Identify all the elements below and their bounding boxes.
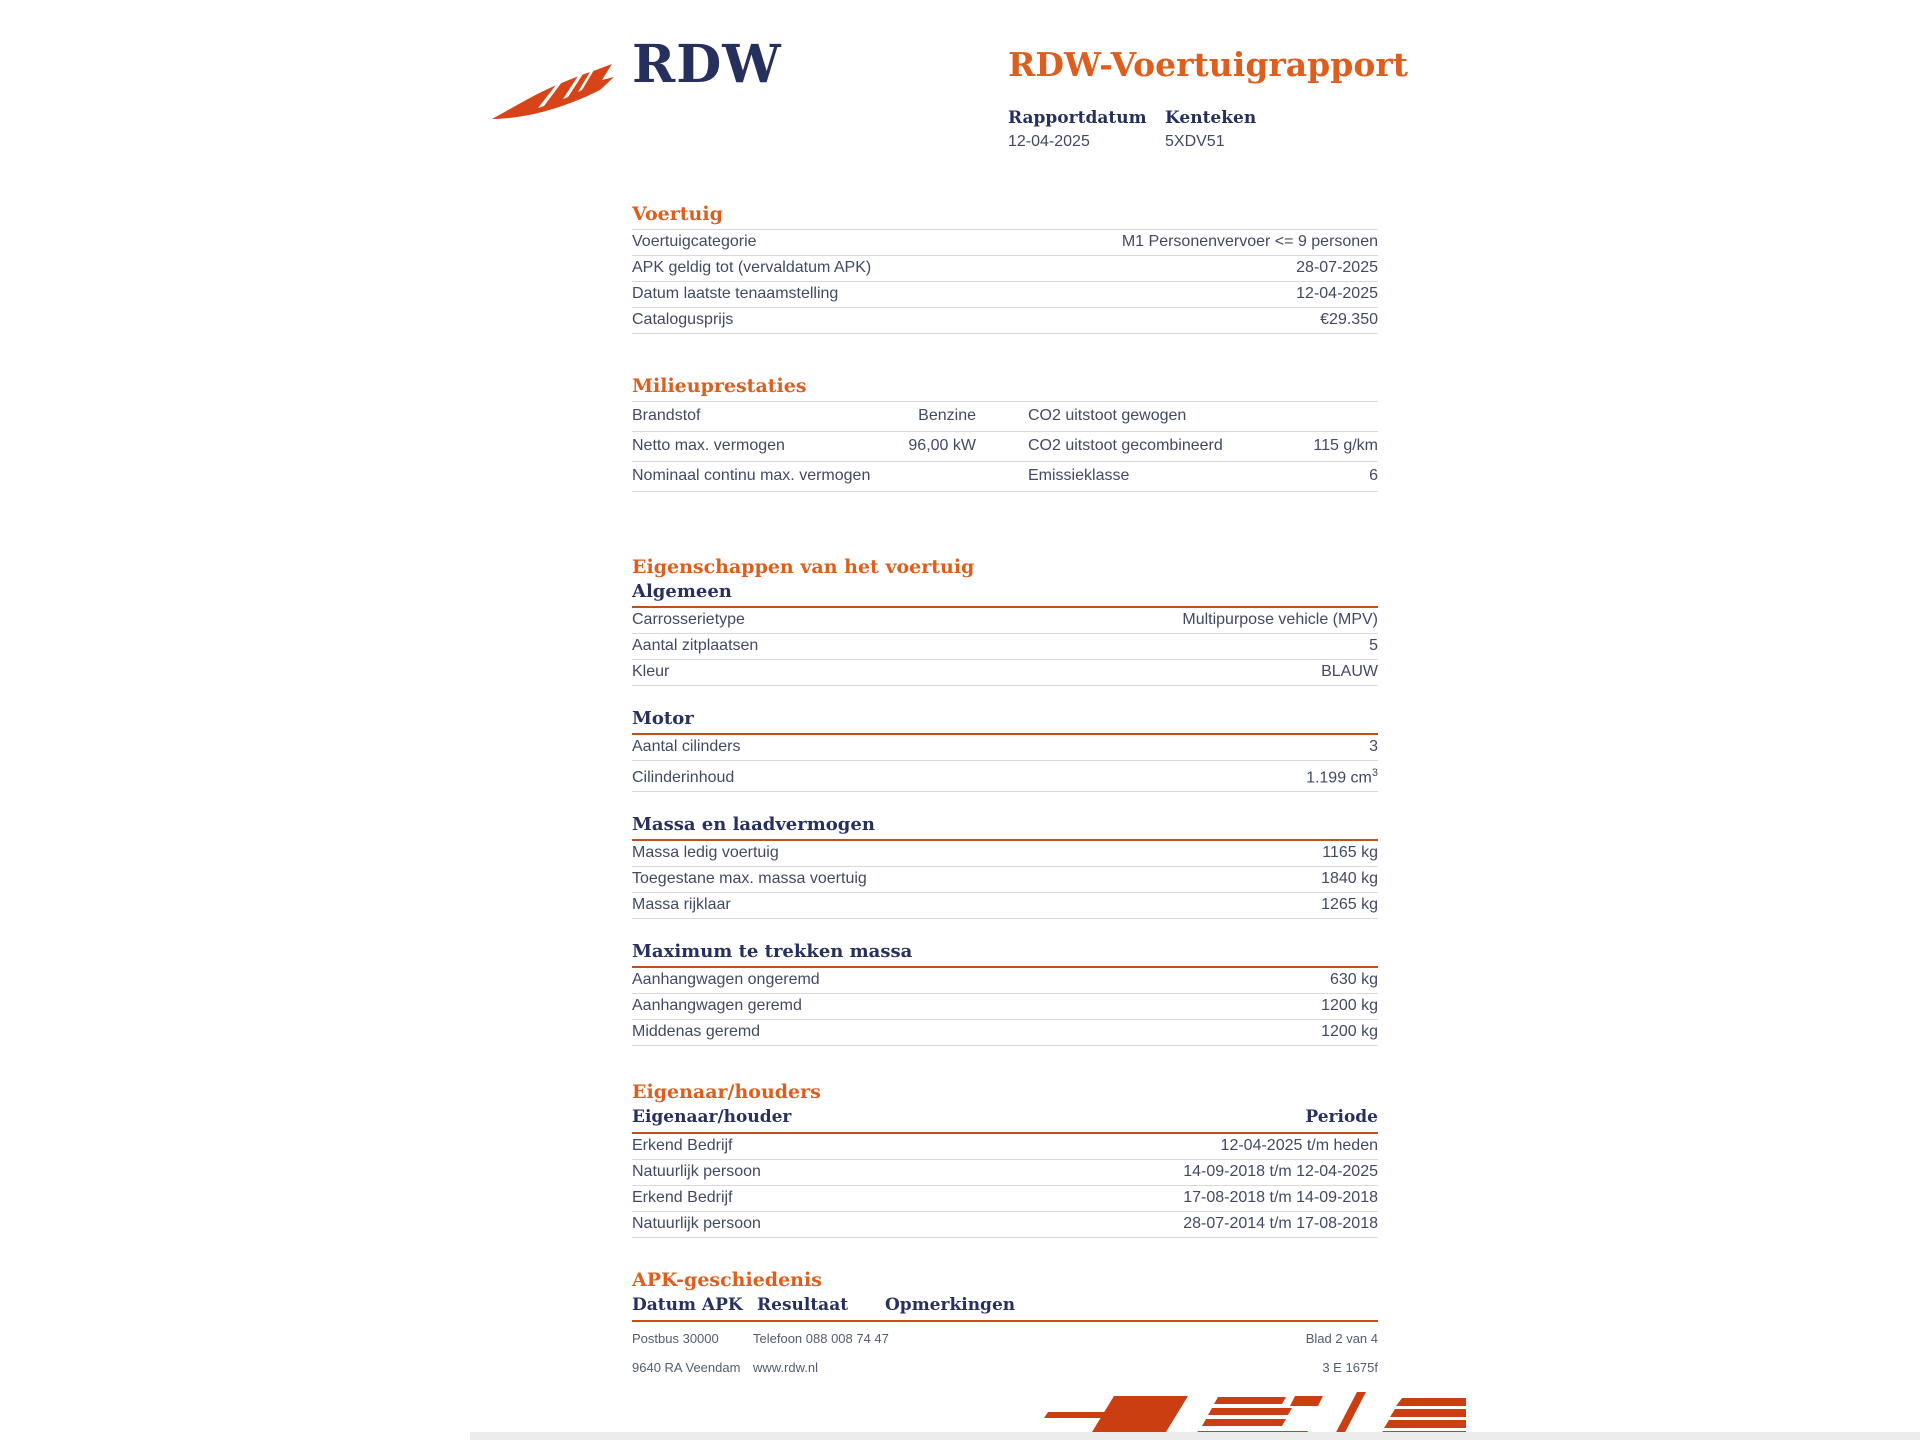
row-label: CO2 uitstoot gewogen — [1028, 407, 1187, 424]
data-row — [632, 462, 1378, 492]
subsection-title: Motor — [632, 708, 1378, 735]
owner-period: 17-08-2018 t/m 14-09-2018 — [1183, 1189, 1378, 1206]
owner-name: Erkend Bedrijf — [632, 1189, 733, 1206]
row-label: Netto max. vermogen — [632, 437, 785, 454]
row-value: 1200 kg — [1321, 997, 1378, 1015]
section-title: APK-geschiedenis — [632, 1269, 822, 1291]
row-value: 6 — [1369, 467, 1378, 484]
rdw-feather-icon — [490, 56, 620, 122]
footer-address: Postbus 30000 — [632, 1331, 719, 1346]
row-value: 1165 kg — [1322, 844, 1378, 862]
data-row — [632, 893, 1378, 919]
data-row — [632, 1020, 1378, 1046]
data-row — [632, 432, 1378, 462]
owner-period: 14-09-2018 t/m 12-04-2025 — [1183, 1163, 1378, 1180]
owner-name: Natuurlijk persoon — [632, 1163, 761, 1180]
data-row — [632, 634, 1378, 660]
row-label: Massa ledig voertuig — [632, 844, 779, 862]
data-row — [632, 994, 1378, 1020]
data-row — [632, 282, 1378, 308]
row-label: Carrosserietype — [632, 611, 745, 628]
row-label: Aanhangwagen ongeremd — [632, 971, 820, 989]
owner-period: 28-07-2014 t/m 17-08-2018 — [1183, 1215, 1378, 1232]
table-row — [632, 1212, 1378, 1238]
row-label: Cilinderinhoud — [632, 769, 735, 787]
row-value: 3 — [1369, 738, 1378, 755]
section-milieuprestaties — [632, 375, 1378, 492]
data-row — [632, 761, 1378, 792]
page-footer — [632, 1331, 1378, 1389]
row-label: Voertuigcategorie — [632, 233, 757, 250]
row-value: 630 kg — [1329, 971, 1378, 989]
row-value: 1265 kg — [1321, 896, 1378, 914]
row-label: Aantal cilinders — [632, 738, 741, 755]
column-header: Resultaat — [757, 1295, 849, 1315]
section-voertuig — [632, 203, 1378, 334]
superscript: 3 — [1371, 767, 1378, 779]
row-label: Toegestane max. massa voertuig — [632, 870, 867, 888]
footer-phone: Telefoon 088 008 74 47 — [753, 1331, 889, 1346]
report-date-label: Rapportdatum — [1008, 108, 1147, 128]
subsection-title: Algemeen — [632, 581, 1378, 608]
footer-address: 9640 RA Veendam — [632, 1360, 741, 1375]
section-title: Voertuig — [632, 203, 723, 225]
row-value: Benzine — [918, 407, 976, 424]
owner-table-header — [632, 1107, 1378, 1134]
subsection-algemeen — [632, 581, 1378, 686]
row-label: Catalogusprijs — [632, 311, 734, 328]
row-label: Kleur — [632, 663, 670, 680]
row-label: Brandstof — [632, 407, 701, 424]
row-label: CO2 uitstoot gecombineerd — [1028, 437, 1223, 454]
row-value: 28-07-2025 — [1296, 259, 1378, 276]
owner-name: Erkend Bedrijf — [632, 1137, 733, 1154]
data-row — [632, 256, 1378, 282]
table-row — [632, 1186, 1378, 1212]
section-title: Eigenschappen van het voertuig — [632, 556, 975, 578]
license-plate-value: 5XDV51 — [1165, 133, 1225, 150]
data-row — [632, 841, 1378, 867]
row-value: M1 Personenvervoer <= 9 personen — [1121, 233, 1378, 250]
row-label: Aanhangwagen geremd — [632, 997, 802, 1015]
section-eigenschappen — [632, 556, 1378, 1046]
owner-period: 12-04-2025 t/m heden — [1220, 1137, 1378, 1154]
subsection-title: Massa en laadvermogen — [632, 814, 1378, 841]
section-title: Eigenaar/houders — [632, 1081, 821, 1103]
data-row — [632, 608, 1378, 634]
rdw-logo-text: RDW — [632, 34, 782, 95]
license-plate — [1165, 108, 1256, 151]
row-value: 12-04-2025 — [1296, 285, 1378, 302]
section-title: Milieuprestaties — [632, 375, 807, 397]
report-date — [1008, 108, 1165, 151]
data-row — [632, 230, 1378, 256]
row-label: Aantal zitplaatsen — [632, 637, 759, 654]
section-apk — [632, 1269, 1378, 1322]
data-row — [632, 660, 1378, 686]
data-row — [632, 968, 1378, 994]
row-value: Multipurpose vehicle (MPV) — [1182, 611, 1378, 628]
footer-page-number: Blad 2 van 4 — [1305, 1331, 1378, 1346]
footer-line — [632, 1331, 1378, 1346]
row-label: Datum laatste tenaamstelling — [632, 285, 839, 302]
report-meta — [1008, 108, 1256, 151]
bottom-edge-strip — [470, 1432, 1920, 1440]
column-header: Eigenaar/houder — [632, 1107, 792, 1127]
license-plate-label: Kenteken — [1165, 108, 1257, 128]
subsection-motor — [632, 708, 1378, 792]
section-eigenaar — [632, 1081, 1378, 1238]
column-header: Datum APK — [632, 1295, 743, 1315]
owner-name: Natuurlijk persoon — [632, 1215, 761, 1232]
row-value: 1840 kg — [1321, 870, 1378, 888]
row-label: Nominaal continu max. vermogen — [632, 467, 871, 484]
footer-doc-code: 3 E 1675f — [1322, 1360, 1378, 1375]
row-value: 96,00 kW — [908, 437, 976, 454]
row-label: Middenas geremd — [632, 1023, 761, 1041]
row-value: €29.350 — [1320, 311, 1378, 328]
subsection-massa — [632, 814, 1378, 919]
row-value: 115 g/km — [1313, 437, 1378, 454]
data-row — [632, 735, 1378, 761]
table-row — [632, 1134, 1378, 1160]
row-value: BLAUW — [1321, 663, 1378, 680]
column-header: Opmerkingen — [885, 1295, 1016, 1315]
data-row — [632, 867, 1378, 893]
row-value: 5 — [1369, 637, 1378, 654]
row-label: Emissieklasse — [1028, 467, 1130, 484]
report-date-value: 12-04-2025 — [1008, 133, 1090, 150]
footer-line — [632, 1360, 1378, 1375]
apk-table-header — [632, 1295, 1378, 1322]
column-header: Periode — [1305, 1107, 1378, 1127]
subsection-title: Maximum te trekken massa — [632, 941, 1378, 968]
row-value: 1.199 $cm^3$ — [1306, 767, 1378, 787]
page-title: RDW-Voertuigrapport — [1008, 45, 1408, 84]
data-row — [632, 402, 1378, 432]
footer-website: www.rdw.nl — [753, 1360, 819, 1375]
row-label: Massa rijklaar — [632, 896, 731, 914]
row-value: 1200 kg — [1321, 1023, 1378, 1041]
subsection-trekken — [632, 941, 1378, 1046]
row-label: APK geldig tot (vervaldatum APK) — [632, 259, 872, 276]
table-row — [632, 1160, 1378, 1186]
data-row — [632, 308, 1378, 334]
